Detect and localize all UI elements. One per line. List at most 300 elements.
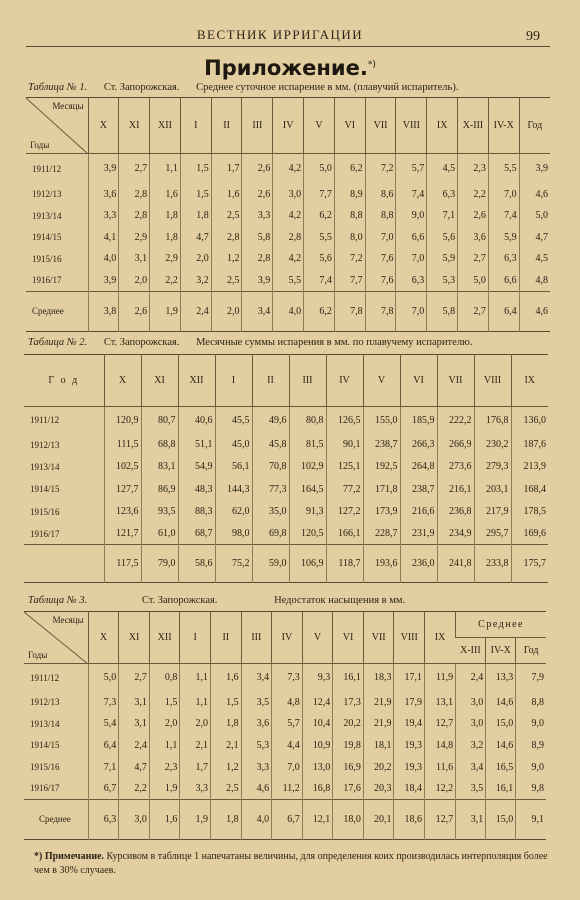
- table-cell: 45,8: [252, 434, 289, 456]
- table-cell: 8,8: [365, 205, 396, 227]
- table-cell: 51,1: [178, 434, 215, 456]
- table-cell: 7,4: [304, 270, 335, 292]
- table-cell: 1,8: [180, 205, 211, 227]
- table-cell: 20,2: [333, 713, 364, 735]
- table-cell: 7,6: [365, 270, 396, 292]
- table2-col-header: X: [104, 355, 141, 407]
- table-cell: 1,6: [211, 184, 242, 206]
- table-cell: 106,9: [289, 545, 326, 583]
- table-cell: 2,7: [458, 248, 489, 270]
- table-cell: 1,2: [210, 756, 241, 778]
- table-cell: 3,1: [119, 692, 150, 714]
- table-cell: 3,3: [241, 756, 272, 778]
- table-cell: 18,4: [394, 778, 425, 800]
- table-cell: 166,1: [326, 523, 363, 545]
- table2-caption: [28, 337, 558, 348]
- table-cell: 5,5: [273, 270, 304, 292]
- row-label: 1911/12: [32, 163, 62, 174]
- table-cell: 6,3: [88, 799, 119, 839]
- table-cell: 228,7: [363, 523, 400, 545]
- table-cell: 2,4: [119, 735, 150, 757]
- table-cell: 266,9: [437, 434, 474, 456]
- table-cell: 203,1: [474, 478, 511, 500]
- table-cell: 3,9: [88, 270, 119, 292]
- table-cell: 2,0: [180, 248, 211, 270]
- table-cell: 1,9: [180, 799, 211, 839]
- table-cell: 12,1: [302, 799, 333, 839]
- table-cell: 3,2: [180, 270, 211, 292]
- table-cell: 2,2: [150, 270, 181, 292]
- table-cell: 9,0: [396, 205, 427, 227]
- table-cell: 4,2: [273, 154, 304, 184]
- table-cell: 7,0: [396, 291, 427, 331]
- table3: [24, 611, 546, 840]
- table1-col-header: IV-X: [488, 98, 519, 154]
- table1-station: Ст. Запорожская.: [103, 82, 180, 93]
- table-cell: 7,7: [304, 184, 335, 206]
- table2-col-header: II: [252, 355, 289, 407]
- row-label: 1912/13: [30, 697, 60, 708]
- table-cell: 2,8: [273, 227, 304, 249]
- table-cell: 4,8: [519, 270, 550, 292]
- table-cell: 171,8: [363, 478, 400, 500]
- row-label: 1915/16: [30, 762, 60, 773]
- table3-col-header: V: [302, 612, 333, 664]
- table3-col-header: I: [180, 612, 211, 664]
- table-cell: 187,6: [511, 434, 548, 456]
- table-cell: 217,9: [474, 500, 511, 522]
- table-cell: 185,9: [400, 407, 437, 434]
- row-label: 1916/17: [30, 528, 60, 539]
- table-cell: 1,8: [210, 799, 241, 839]
- table-cell: 3,1: [456, 799, 486, 839]
- table-cell: 1,8: [210, 713, 241, 735]
- table-cell: 6,7: [88, 778, 119, 800]
- table-cell: 1,9: [150, 291, 181, 331]
- table-cell: 5,4: [88, 713, 119, 735]
- table-cell: 19,3: [394, 756, 425, 778]
- table-cell: 54,9: [178, 456, 215, 478]
- table-cell: 4,4: [272, 735, 303, 757]
- table-cell: 16,1: [333, 664, 364, 692]
- table1-mean-row: [26, 291, 550, 331]
- table-cell: 1,1: [149, 735, 180, 757]
- table-cell: 1,7: [211, 154, 242, 184]
- header-rule: [26, 46, 550, 47]
- table1-col-header: IV: [273, 98, 304, 154]
- table2-col-header: III: [289, 355, 326, 407]
- table-row: [24, 692, 546, 714]
- table3-col-header: X: [88, 612, 119, 664]
- table-row: [26, 205, 550, 227]
- table-cell: 5,8: [427, 291, 458, 331]
- table-cell: 3,0: [456, 713, 486, 735]
- table-cell: 1,6: [149, 799, 180, 839]
- table-cell: 18,1: [363, 735, 394, 757]
- table-cell: 3,3: [88, 205, 119, 227]
- table-cell: 90,1: [326, 434, 363, 456]
- table-cell: 56,1: [215, 456, 252, 478]
- table1-col-header: V: [304, 98, 335, 154]
- table-cell: 13,1: [425, 692, 456, 714]
- table-cell: 11,2: [272, 778, 303, 800]
- table-cell: 77,2: [326, 478, 363, 500]
- row-label: 1916/17: [32, 275, 62, 285]
- table-row: [24, 523, 548, 545]
- table-cell: 8,6: [365, 184, 396, 206]
- table-cell: 8,9: [334, 184, 365, 206]
- table-cell: 295,7: [474, 523, 511, 545]
- table-cell: 15,0: [486, 799, 516, 839]
- table-cell: 3,6: [241, 713, 272, 735]
- table-cell: 4,1: [88, 227, 119, 249]
- table2-col-header: IV: [326, 355, 363, 407]
- table-cell: 1,5: [149, 692, 180, 714]
- table3-col-header: VII: [363, 612, 394, 664]
- footnote: [34, 850, 554, 878]
- table-cell: 5,7: [272, 713, 303, 735]
- table1-label: Таблица № 1.: [28, 82, 88, 93]
- table-cell: 233,8: [474, 545, 511, 583]
- table-cell: 4,7: [180, 227, 211, 249]
- footnote-mark: *) Примечание.: [34, 851, 105, 862]
- table-cell: 16,1: [486, 778, 516, 800]
- table-cell: 3,2: [456, 735, 486, 757]
- table3-months-label: Месяцы: [52, 615, 84, 625]
- table-cell: 19,3: [394, 735, 425, 757]
- table-row: [26, 270, 550, 292]
- table-cell: 14,6: [486, 692, 516, 714]
- table-cell: 2,8: [119, 184, 150, 206]
- table1-col-header: II: [211, 98, 242, 154]
- table-cell: 127,7: [104, 478, 141, 500]
- table-cell: 6,2: [334, 154, 365, 184]
- table-row: [24, 713, 546, 735]
- table-cell: 18,6: [394, 799, 425, 839]
- table1-col-header: Год: [519, 98, 550, 154]
- table-cell: 16,9: [333, 756, 364, 778]
- table-cell: 81,5: [289, 434, 326, 456]
- table-cell: 16,8: [302, 778, 333, 800]
- table-cell: 7,6: [365, 248, 396, 270]
- row-label: 1911/12: [30, 672, 60, 683]
- table3-years-label: Годы: [28, 650, 48, 660]
- table-cell: 1,2: [211, 248, 242, 270]
- table-cell: 2,6: [242, 184, 273, 206]
- table2-col-header: VII: [437, 355, 474, 407]
- table-cell: 3,6: [88, 184, 119, 206]
- appendix-title: [0, 56, 580, 80]
- table-cell: 61,0: [141, 523, 178, 545]
- table-cell: 58,6: [178, 545, 215, 583]
- table-cell: 12,7: [425, 799, 456, 839]
- table-cell: 7,0: [396, 248, 427, 270]
- row-label: 1915/16: [32, 253, 62, 264]
- table-cell: 2,7: [119, 154, 150, 184]
- table-cell: 10,9: [302, 735, 333, 757]
- table-cell: 4,2: [273, 248, 304, 270]
- table-cell: 91,3: [289, 500, 326, 522]
- table-cell: 9,0: [516, 756, 546, 778]
- table-cell: 18,0: [333, 799, 364, 839]
- table-cell: 45,0: [215, 434, 252, 456]
- table-cell: 8,9: [516, 735, 546, 757]
- table-cell: 127,2: [326, 500, 363, 522]
- table-cell: 7,9: [516, 664, 546, 692]
- table-cell: 266,3: [400, 434, 437, 456]
- table-cell: 4,0: [88, 248, 119, 270]
- table-cell: 4,6: [241, 778, 272, 800]
- table2-col-header: VIII: [474, 355, 511, 407]
- table-cell: 2,0: [211, 291, 242, 331]
- table-cell: 2,2: [458, 184, 489, 206]
- table-cell: 59,0: [252, 545, 289, 583]
- table-cell: 2,3: [149, 756, 180, 778]
- table-cell: 1,5: [180, 184, 211, 206]
- table-cell: 7,2: [334, 248, 365, 270]
- table-cell: 5,0: [304, 154, 335, 184]
- table-row: [26, 227, 550, 249]
- table-cell: 120,9: [104, 407, 141, 434]
- table1-col-header: I: [180, 98, 211, 154]
- table-cell: 178,5: [511, 500, 548, 522]
- table2-col-header: VI: [400, 355, 437, 407]
- table-cell: 2,7: [458, 291, 489, 331]
- row-label: 1916/17: [30, 783, 60, 794]
- table-cell: 6,6: [396, 227, 427, 249]
- table-cell: 6,4: [488, 291, 519, 331]
- table-cell: 216,1: [437, 478, 474, 500]
- table2-col-header: XII: [178, 355, 215, 407]
- title-footnote-mark: *): [367, 60, 376, 70]
- table-cell: 3,6: [458, 227, 489, 249]
- table2-total-row: [24, 545, 548, 583]
- table-cell: 1,5: [210, 692, 241, 714]
- row-label: 1913/14: [32, 210, 62, 221]
- table-cell: 3,5: [241, 692, 272, 714]
- table-cell: 193,6: [363, 545, 400, 583]
- table-cell: 3,8: [88, 291, 119, 331]
- table-cell: 264,8: [400, 456, 437, 478]
- table1-col-header: X: [88, 98, 119, 154]
- table1-col-header: XII: [150, 98, 181, 154]
- row-label: 1913/14: [30, 461, 60, 472]
- table-cell: 155,0: [363, 407, 400, 434]
- table1-title: Среднее суточное испарение в мм. (плавучий испаритель).: [196, 82, 459, 93]
- table3-col-header: XII: [149, 612, 180, 664]
- table-cell: 17,1: [394, 664, 425, 692]
- table-cell: 168,4: [511, 478, 548, 500]
- table-cell: 4,6: [519, 291, 550, 331]
- table-cell: 5,8: [242, 227, 273, 249]
- table-cell: 70,8: [252, 456, 289, 478]
- table-cell: 4,6: [519, 184, 550, 206]
- table-cell: 7,4: [488, 205, 519, 227]
- row-label: 1913/14: [30, 718, 60, 729]
- table3-group-col-header: Год: [516, 638, 546, 664]
- table3-group-header: Среднее: [456, 612, 546, 638]
- table1-caption: [28, 82, 558, 93]
- table-cell: 176,8: [474, 407, 511, 434]
- table3-col-header: VI: [333, 612, 364, 664]
- row-label: 1914/15: [30, 740, 60, 751]
- table-row: [24, 735, 546, 757]
- table-cell: 236,8: [437, 500, 474, 522]
- table-cell: 9,1: [516, 799, 546, 839]
- table-cell: 3,5: [456, 778, 486, 800]
- table3-col-header: IV: [272, 612, 303, 664]
- table-cell: 21,9: [363, 713, 394, 735]
- footnote-text: Курсивом в таблице 1 напечатаны величины, для определения коих производилась интерполяция более чем в 30% случаев.: [34, 851, 548, 876]
- table3-mean-row: [24, 799, 546, 839]
- table1-col-header: VI: [334, 98, 365, 154]
- table-cell: 79,0: [141, 545, 178, 583]
- table3-caption: [28, 595, 558, 606]
- table1-col-header: VII: [365, 98, 396, 154]
- table-row: [26, 248, 550, 270]
- table3-col-header: II: [210, 612, 241, 664]
- table-cell: 4,7: [519, 227, 550, 249]
- table-cell: 230,2: [474, 434, 511, 456]
- table-cell: 3,0: [456, 692, 486, 714]
- table-cell: 14,6: [486, 735, 516, 757]
- table-cell: 1,7: [180, 756, 211, 778]
- table-cell: 5,7: [396, 154, 427, 184]
- table3-col-header: III: [241, 612, 272, 664]
- row-label: [24, 545, 104, 583]
- table-cell: 88,3: [178, 500, 215, 522]
- table2-col-header: IX: [511, 355, 548, 407]
- table-cell: 238,7: [363, 434, 400, 456]
- table2-label: Таблица № 2.: [28, 337, 88, 348]
- table-cell: 80,7: [141, 407, 178, 434]
- table-cell: 4,2: [273, 205, 304, 227]
- table-cell: 13,3: [486, 664, 516, 692]
- table-cell: 75,2: [215, 545, 252, 583]
- table-cell: 5,0: [88, 664, 119, 692]
- table-cell: 2,8: [211, 227, 242, 249]
- table-cell: 6,4: [88, 735, 119, 757]
- table-cell: 7,0: [488, 184, 519, 206]
- table-cell: 102,5: [104, 456, 141, 478]
- table-cell: 121,7: [104, 523, 141, 545]
- table-cell: 144,3: [215, 478, 252, 500]
- table-cell: 1,8: [150, 205, 181, 227]
- table1-col-header: VIII: [396, 98, 427, 154]
- table-cell: 2,0: [180, 713, 211, 735]
- table-cell: 273,6: [437, 456, 474, 478]
- table-cell: 238,7: [400, 478, 437, 500]
- table-cell: 0,8: [149, 664, 180, 692]
- table-cell: 5,3: [427, 270, 458, 292]
- table-cell: 5,0: [519, 205, 550, 227]
- table-cell: 5,5: [488, 154, 519, 184]
- table-cell: 2,8: [119, 205, 150, 227]
- table-row: [24, 407, 548, 434]
- table-cell: 1,8: [150, 227, 181, 249]
- table3-label: Таблица № 3.: [28, 595, 88, 606]
- table-cell: 80,8: [289, 407, 326, 434]
- table-cell: 3,0: [273, 184, 304, 206]
- table-cell: 11,6: [425, 756, 456, 778]
- table-cell: 17,6: [333, 778, 364, 800]
- table-cell: 236,0: [400, 545, 437, 583]
- table-cell: 2,2: [119, 778, 150, 800]
- row-label: 1915/16: [30, 506, 60, 517]
- table-cell: 2,6: [458, 205, 489, 227]
- table-cell: 173,9: [363, 500, 400, 522]
- table-cell: 2,5: [211, 270, 242, 292]
- table-cell: 6,3: [488, 248, 519, 270]
- row-label: 1914/15: [30, 484, 60, 495]
- table2-col-header: XI: [141, 355, 178, 407]
- table3-title: Недостаток насыщения в мм.: [274, 595, 406, 606]
- table-cell: 192,5: [363, 456, 400, 478]
- table-cell: 19,4: [394, 713, 425, 735]
- table-cell: 48,3: [178, 478, 215, 500]
- table-cell: 8,8: [516, 692, 546, 714]
- table-cell: 5,3: [241, 735, 272, 757]
- table3-station: Ст. Запорожская.: [141, 595, 218, 606]
- table-cell: 4,0: [273, 291, 304, 331]
- table-cell: 2,0: [119, 270, 150, 292]
- table-cell: 40,6: [178, 407, 215, 434]
- table-cell: 18,3: [363, 664, 394, 692]
- table-cell: 120,5: [289, 523, 326, 545]
- table-cell: 19,8: [333, 735, 364, 757]
- table-cell: 35,0: [252, 500, 289, 522]
- table-cell: 164,5: [289, 478, 326, 500]
- table-row: [26, 154, 550, 184]
- table-cell: 3,9: [519, 154, 550, 184]
- table-cell: 136,0: [511, 407, 548, 434]
- table-cell: 2,5: [210, 778, 241, 800]
- table2-col-header: I: [215, 355, 252, 407]
- table-cell: 49,6: [252, 407, 289, 434]
- table-cell: 6,7: [272, 799, 303, 839]
- table-row: [24, 778, 546, 800]
- row-label: 1912/13: [32, 189, 62, 200]
- table-cell: 241,8: [437, 545, 474, 583]
- table-cell: 98,0: [215, 523, 252, 545]
- table-cell: 5,5: [304, 227, 335, 249]
- appendix-title-text: Приложение.: [204, 56, 368, 80]
- table-cell: 45,5: [215, 407, 252, 434]
- table-row: [24, 664, 546, 692]
- table-cell: 4,5: [519, 248, 550, 270]
- journal-title: ВЕСТНИК ИРРИГАЦИИ: [196, 27, 364, 42]
- table-row: [26, 184, 550, 206]
- table-cell: 77,3: [252, 478, 289, 500]
- table-cell: 7,0: [365, 227, 396, 249]
- table-cell: 20,2: [363, 756, 394, 778]
- table3-group-col-header: IV-X: [486, 638, 516, 664]
- table-cell: 117,5: [104, 545, 141, 583]
- table2: [24, 354, 548, 583]
- table-cell: 7,1: [88, 756, 119, 778]
- table-cell: 12,2: [425, 778, 456, 800]
- table-cell: 6,2: [304, 291, 335, 331]
- running-header: [0, 27, 580, 45]
- table3-corner-header: [24, 612, 88, 664]
- row-label: Среднее: [26, 291, 88, 331]
- table-cell: 20,3: [363, 778, 394, 800]
- table-cell: 68,8: [141, 434, 178, 456]
- table-cell: 2,1: [180, 735, 211, 757]
- table-cell: 12,4: [302, 692, 333, 714]
- table-cell: 4,0: [241, 799, 272, 839]
- table-cell: 86,9: [141, 478, 178, 500]
